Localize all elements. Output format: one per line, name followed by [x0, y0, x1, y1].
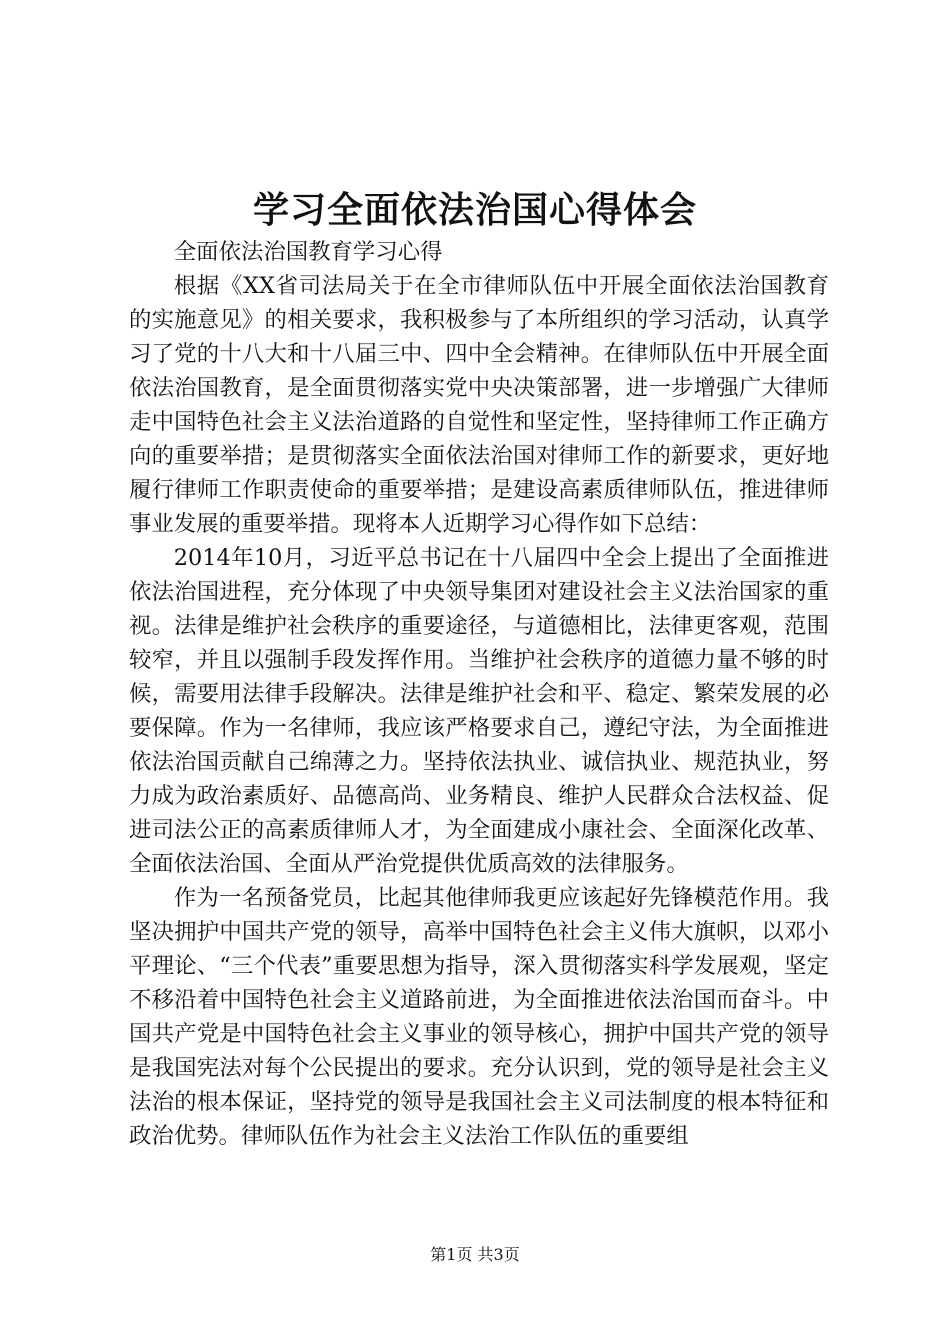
paragraph-3: 作为一名预备党员，比起其他律师我更应该起好先锋模范作用。我坚决拥护中国共产党的领导，高举中国特色社会主义伟大旗帜，以邓小平理论、“三个代表”重要思想为指导，深入贯彻落实科学发展观，坚定不移沿着中国特色社会主义道路前进，为全面推进依法治国而奋斗。中国共产党是中国特色社会主义事业的领导核心，拥护中国共产党的领导是我国宪法对每个公民提出的要求。充分认识到，党的领导是社会主义法治的根本保证，坚持党的领导是我国社会主义司法制度的根本特征和政治优势。律师队伍作为社会主义法治工作队伍的重要组 — [129, 885, 829, 1149]
page-title: 学习全面依法治国心得体会 — [252, 189, 697, 231]
page-footer: 第1页 共3页 — [430, 1245, 520, 1264]
document-body — [129, 235, 829, 1153]
paragraph-2: 2014年10月，习近平总书记在十八届四中全会上提出了全面推进依法治国进程，充分体现了中央领导集团对建设社会主义法治国家的重视。法律是维护社会秩序的重要途径，与道德相比，法律更客观，范围较窄，并且以强制手段发挥作用。当维护社会秩序的道德力量不够的时候，需要用法律手段解决。法律是维护社会和平、稳定、繁荣发展的必要保障。作为一名律师，我应该严格要求自己，遵纪守法，为全面推进依法治国贡献自己绵薄之力。坚持依法执业、诚信执业、规范执业，努力成为政治素质好、品德高尚、业务精良、维护人民群众合法权益、促进司法公正的高素质律师人才，为全面建成小康社会、全面深化改革、全面依法治国、全面从严治党提供优质高效的法律服务。 — [129, 545, 829, 877]
document-subtitle: 全面依法治国教育学习心得 — [173, 239, 443, 265]
paragraph-1: 根据《XX省司法局关于在全市律师队伍中开展全面依法治国教育的实施意见》的相关要求，我积极参与了本所组织的学习活动，认真学习了党的十八大和十八届三中、四中全会精神。在律师队伍中开展全面依法治国教育，是全面贯彻落实党中央决策部署，进一步增强广大律师走中国特色社会主义法治道路的自觉性和坚定性，坚持律师工作正确方向的重要举措；是贯彻落实全面依法治国对律师工作的新要求，更好地履行律师工作职责使命的重要举措；是建设高素质律师队伍，推进律师事业发展的重要举措。现将本人近期学习心得作如下总结： — [129, 273, 829, 537]
